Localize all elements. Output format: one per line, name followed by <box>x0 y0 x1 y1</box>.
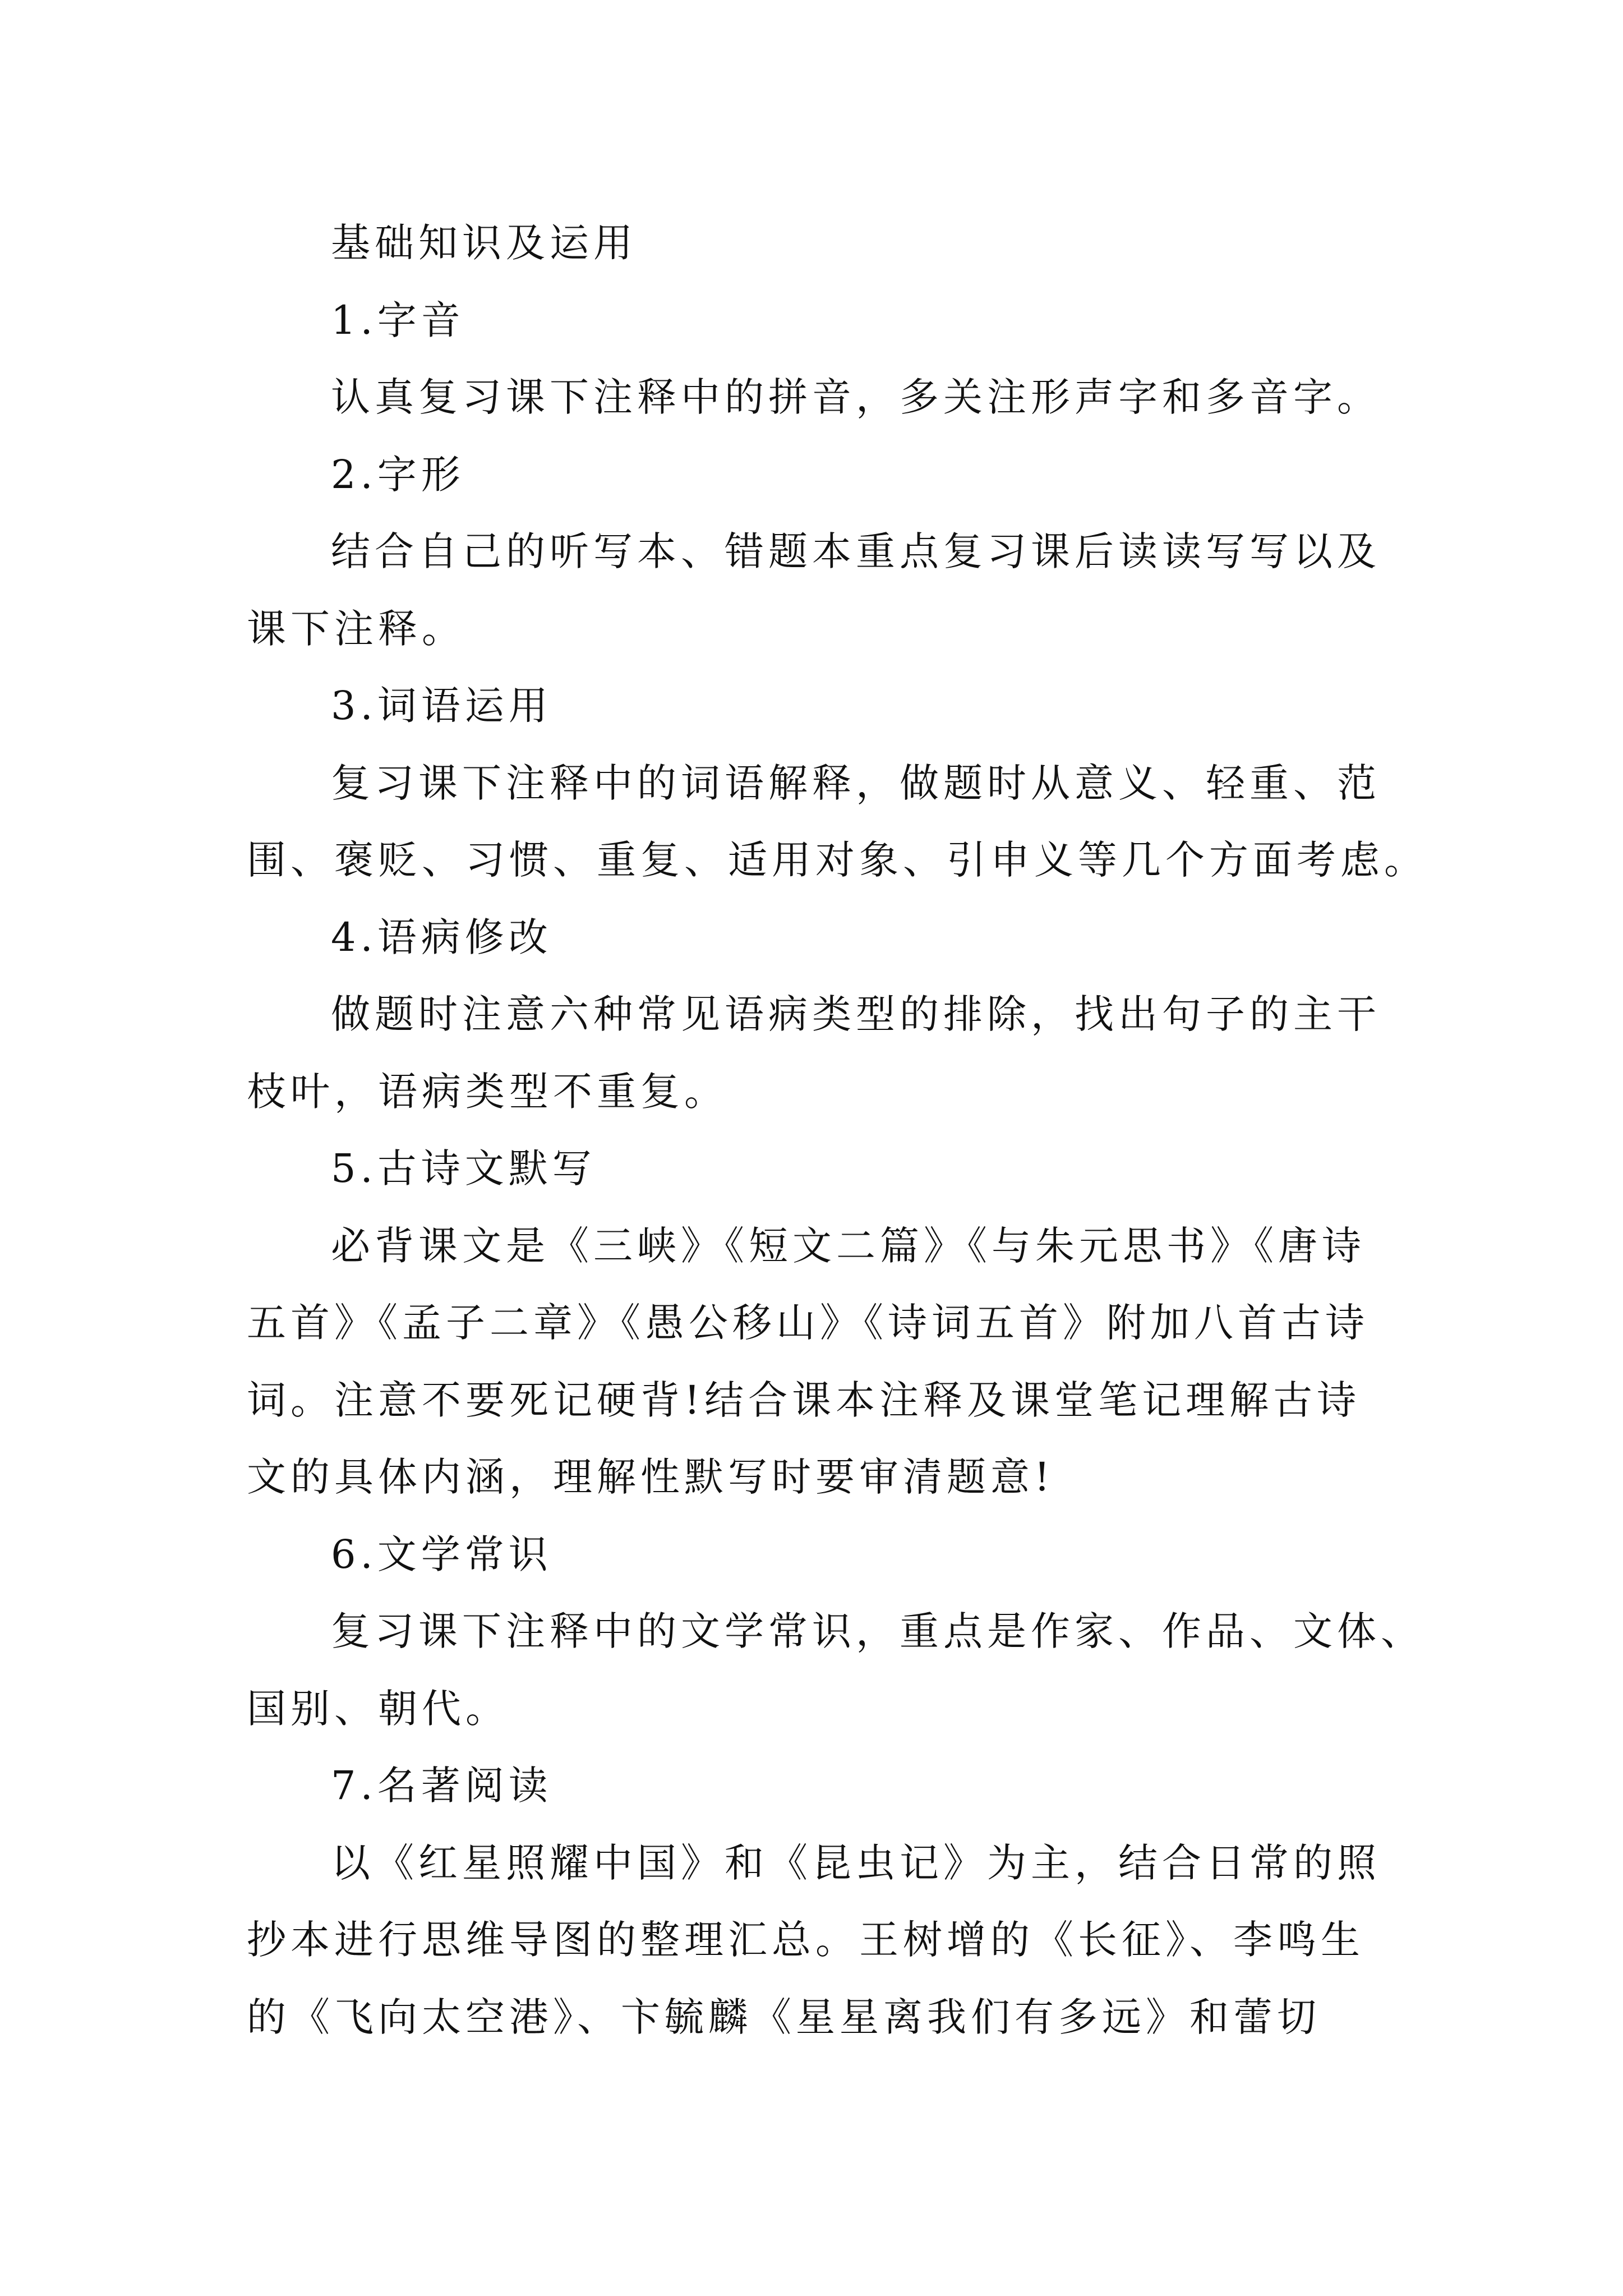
paragraph-line: 词。注意不要死记硬背!结合课本注释及课堂笔记理解古诗 <box>247 1377 1361 1423</box>
paragraph-line: 复习课下注释中的词语解释，做题时从意义、轻重、范 <box>331 760 1381 806</box>
subheading-pronunciation: 1.字音 <box>331 297 465 343</box>
paragraph-line: 五首》《孟子二章》《愚公移山》《诗词五首》附加八首古诗 <box>247 1300 1369 1346</box>
subheading-sentence-correction: 4.语病修改 <box>331 914 552 960</box>
subheading-word-usage: 3.词语运用 <box>331 683 552 729</box>
document-body <box>247 205 1428 2056</box>
subheading-literary-knowledge: 6.文学常识 <box>331 1531 552 1577</box>
paragraph-line: 国别、朝代。 <box>247 1685 509 1732</box>
paragraph-line: 围、褒贬、习惯、重复、适用对象、引申义等几个方面考虑。 <box>247 837 1428 883</box>
paragraph-line: 结合自己的听写本、错题本重点复习课后读读写写以及 <box>331 528 1381 574</box>
paragraph-line: 必背课文是《三峡》《短文二篇》《与朱元思书》《唐诗 <box>331 1222 1366 1269</box>
section-heading: 基础知识及运用 <box>331 220 637 266</box>
paragraph-line: 文的具体内涵，理解性默写时要审清题意! <box>247 1454 1055 1500</box>
subheading-ancient-poetry: 5.古诗文默写 <box>331 1145 596 1191</box>
paragraph-line: 的《飞向太空港》、卞毓麟《星星离我们有多远》和蕾切 <box>247 1994 1321 2040</box>
paragraph-line: 做题时注意六种常见语病类型的排除，找出句子的主干 <box>331 991 1381 1037</box>
subheading-classic-reading: 7.名著阅读 <box>331 1763 552 1809</box>
paragraph-line: 枝叶，语病类型不重复。 <box>247 1068 728 1115</box>
paragraph-line: 以《红星照耀中国》和《昆虫记》为主，结合日常的照 <box>331 1839 1381 1886</box>
subheading-character-form: 2.字形 <box>331 451 465 498</box>
paragraph-line: 课下注释。 <box>247 605 465 652</box>
paragraph-line: 认真复习课下注释中的拼音，多关注形声字和多音字。 <box>331 374 1381 420</box>
paragraph-line: 复习课下注释中的文学常识，重点是作家、作品、文体、 <box>331 1608 1424 1654</box>
paragraph-line: 抄本进行思维导图的整理汇总。王树增的《长征》、李鸣生 <box>247 1917 1364 1963</box>
